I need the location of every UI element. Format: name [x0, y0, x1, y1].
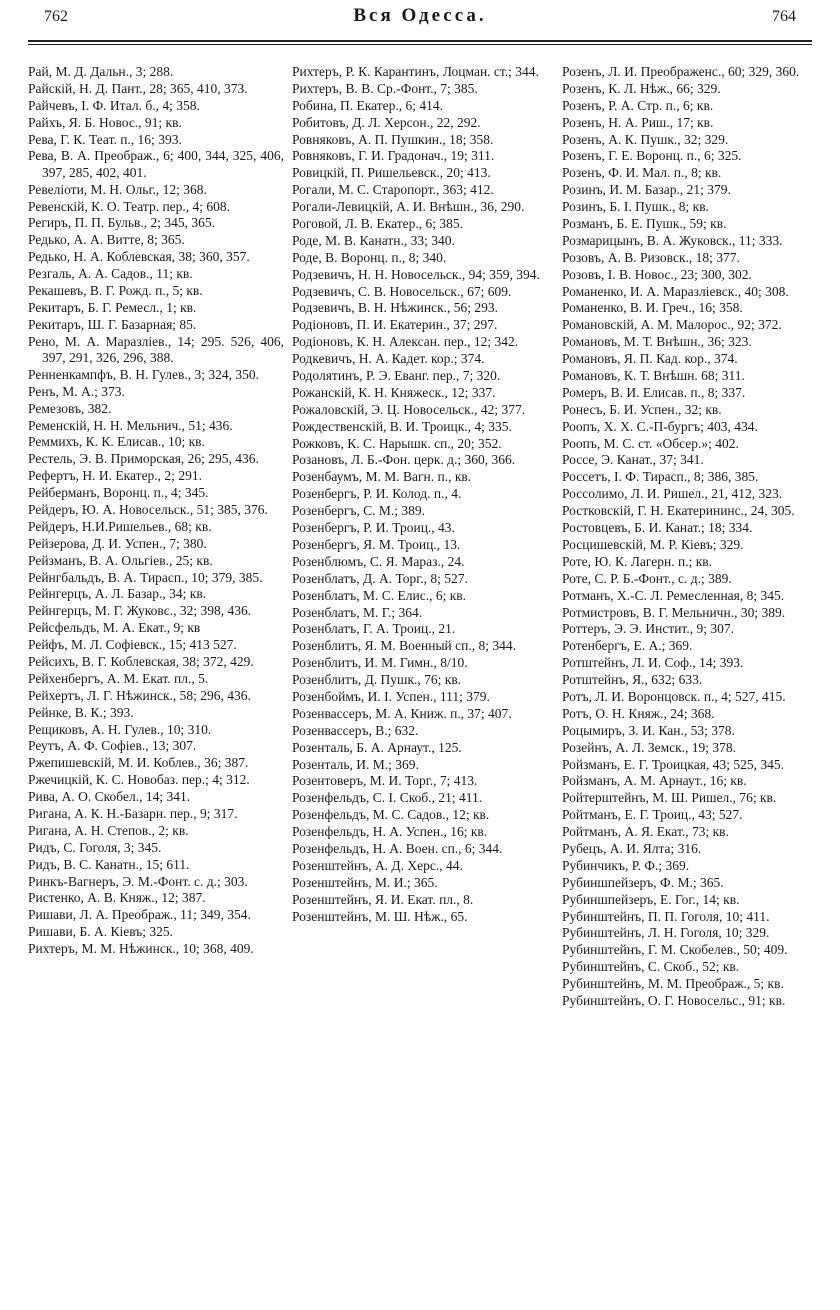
directory-entry: Региръ, П. П. Бульв., 2; 345, 365. — [28, 215, 216, 231]
directory-entry: Росцишевскій, М. Р. Кіевъ; 329. — [562, 536, 744, 552]
directory-entry: Райчевъ, I. Ф. Итал. б., 4; 358. — [28, 97, 200, 113]
directory-entry: Розенблатъ, Д. А. Торг., 8; 527. — [292, 570, 468, 586]
directory-entry: Ройтманъ, Е. Г. Троиц., 43; 527. — [562, 807, 743, 823]
directory-entry: Райскій, Н. Д. Пант., 28; 365, 410, 373. — [28, 80, 248, 96]
directory-entry: Робина, П. Екатер., 6; 414. — [292, 97, 443, 113]
directory-entry: Родіоновъ, К. Н. Алексан. пер., 12; 342. — [292, 334, 519, 350]
directory-entry: Розенбергъ, Р. И. Колод. п., 4. — [292, 486, 462, 502]
header-rule-thin — [28, 44, 812, 45]
directory-entry: Рефертъ, Н. И. Екатер., 2; 291. — [28, 468, 202, 484]
column-right — [562, 64, 824, 1010]
directory-entry: Ровицкій, П. Ришельевск., 20; 413. — [292, 165, 491, 181]
directory-entry: Роговой, Л. В. Екатер., 6; 385. — [292, 216, 464, 232]
directory-entry: Рогали-Левицкій, А. И. Внѣшн., 36, 290. — [292, 199, 525, 215]
directory-entry: Розенъ, Г. Е. Воронц. п., 6; 325. — [562, 148, 742, 164]
directory-entry: Рейзерова, Д. И. Успен., 7; 380. — [28, 535, 207, 551]
directory-entry: Родзевичъ, Н. Н. Новосельск., 94; 359, 394. — [292, 266, 540, 282]
directory-entry: Рубиншпейзеръ, Ф. М.; 365. — [562, 874, 724, 890]
directory-entry: Ренненкампфъ, В. Н. Гулев., 3; 324, 350. — [28, 366, 260, 382]
directory-entry: Ренъ, М. А.; 373. — [28, 383, 125, 399]
directory-entry: Рейсфельдъ, М. А. Екат., 9; кв — [28, 620, 201, 636]
directory-entry: Рубинштейнъ, С. Скоб., 52; кв. — [562, 959, 740, 975]
directory-entry: Розенвассеръ, В.; 632. — [292, 722, 419, 738]
directory-entry: Ронесъ, Б. И. Успен., 32; кв. — [562, 401, 722, 417]
directory-entry: Рубинчикъ, Р. Ф.; 369. — [562, 857, 690, 873]
directory-entry: Ржечицкій, К. С. Новобаз. пер.; 4; 312. — [28, 772, 250, 788]
directory-entry: Ремезовъ, 382. — [28, 400, 112, 416]
directory-entry: Ротенбергъ, Е. А.; 369. — [562, 638, 693, 654]
directory-entry: Розенфельдъ, М. С. Садов., 12; кв. — [292, 807, 490, 823]
directory-entry: Розентоверъ, М. И. Торг., 7; 413. — [292, 773, 478, 789]
directory-entry: Рива, А. О. Скобел., 14; 341. — [28, 789, 191, 805]
directory-entry: Роте, С. Р. Б.-Фонт., с. д.; 389. — [562, 570, 732, 586]
directory-entry: Розенъ, Л. И. Преображенс., 60; 329, 360. — [562, 64, 800, 79]
directory-entry: Рубинштейнъ, М. М. Преображ., 5; кв. — [562, 976, 784, 992]
directory-entry: Роопъ, М. С. ст. «Обсер.»; 402. — [562, 435, 739, 451]
directory-entry: Ротштейнъ, Я., 632; 633. — [562, 672, 703, 688]
directory-entry: Розейнъ, А. Л. Земск., 19; 378. — [562, 739, 737, 755]
directory-entry: Розенблитъ, Я. М. Военный сп., 8; 344. — [292, 638, 516, 654]
directory-entry: Ришави, Б. А. Кіевъ; 325. — [28, 924, 173, 940]
directory-entry: Рейнке, В. К.; 393. — [28, 704, 134, 720]
directory-entry: Рейфъ, М. Л. Софіевск., 15; 413 527. — [28, 637, 237, 653]
directory-entry: Рекашевъ, В. Г. Рожд. п., 5; кв. — [28, 282, 203, 298]
directory-entry: Рейнгбальдъ, В. А. Тирасп., 10; 379, 385. — [28, 569, 263, 585]
directory-entry: Роттеръ, Э. Э. Инстит., 9; 307. — [562, 621, 734, 637]
directory-entry: Романовъ, Я. П. Кад. кор., 374. — [562, 351, 738, 367]
directory-entry: Розенблатъ, М. С. Елис., 6; кв. — [292, 587, 467, 603]
directory-entry: Розенбергъ, Я. М. Троиц., 13. — [292, 536, 461, 552]
directory-entry: Родкевичъ, Н. А. Кадет. кор.; 374. — [292, 351, 485, 367]
directory-entry: Розенталь, И. М.; 369. — [292, 756, 419, 772]
directory-entry: Россолимо, Л. И. Ришел., 21, 412, 323. — [562, 486, 783, 502]
directory-entry: Розманъ, Б. Е. Пушк., 59; кв. — [562, 216, 727, 232]
directory-entry: Рогали, М. С. Старопорт., 363; 412. — [292, 182, 494, 198]
directory-entry: Редько, Н. А. Коблевская, 38; 360, 357. — [28, 249, 250, 265]
directory-entry: Рейнгерцъ, М. Г. Жуковс., 32; 398, 436. — [28, 603, 252, 619]
directory-entry: Рейнгерцъ, А. Л. Базар., 34; кв. — [28, 586, 207, 602]
directory-entry: Реммихъ, К. К. Елисав., 10; кв. — [28, 434, 205, 450]
directory-entry: Рейберманъ, Воронц. п., 4; 345. — [28, 485, 209, 501]
directory-entry: Родзевичъ, В. Н. Нѣжинск., 56; 293. — [292, 300, 499, 316]
directory-entry: Россе, Э. Канат., 37; 341. — [562, 452, 704, 468]
directory-entry: Рева, Г. К. Теат. п., 16; 393. — [28, 131, 182, 147]
directory-entry: Родолятинъ, Р. Э. Еванг. пер., 7; 320. — [292, 368, 501, 384]
directory-entry: Ристенко, А. В. Княж., 12; 387. — [28, 890, 206, 906]
directory-entry: Розенбоймъ, И. I. Успен., 111; 379. — [292, 688, 490, 704]
directory-entry: Розановъ, Л. Б.-Фон. церк. д.; 360, 366. — [292, 452, 516, 468]
directory-entry: Рубиншпейзеръ, Е. Гог., 14; кв. — [562, 891, 740, 907]
directory-entry: Ржепишевскій, М. И. Коблев., 36; 387. — [28, 755, 249, 771]
directory-entry: Рубинштейнъ, П. П. Гоголя, 10; 411. — [562, 908, 770, 924]
directory-entry: Роте, Ю. К. Лагерн. п.; кв. — [562, 553, 713, 569]
directory-entry: Розенбергъ, Р. И. Троиц., 43. — [292, 520, 455, 536]
directory-entry: Родіоновъ, П. И. Екатерин., 37; 297. — [292, 317, 498, 333]
column-middle — [292, 64, 554, 925]
directory-entry: Ригана, А. Н. Степов., 2; кв. — [28, 822, 189, 838]
directory-entry: Рождественскій, В. И. Троицк., 4; 335. — [292, 418, 512, 434]
directory-entry: Розовъ, А. В. Ризовск., 18; 377. — [562, 249, 740, 265]
directory-entry: Родзевичъ, С. В. Новосельск., 67; 609. — [292, 283, 512, 299]
directory-entry: Ротъ, Л. И. Воронцовск. п., 4; 527, 415. — [562, 688, 786, 704]
directory-entry: Романенко, В. И. Греч., 16; 358. — [562, 300, 743, 316]
directory-entry: Ройтманъ, А. Я. Екат., 73; кв. — [562, 824, 729, 840]
directory-entry: Розенблитъ, И. М. Гимн., 8/10. — [292, 655, 468, 671]
directory-entry: Розенбергъ, С. М.; 389. — [292, 503, 426, 519]
directory-entry: Рихтеръ, В. В. Ср.-Фонт., 7; 385. — [292, 80, 478, 96]
directory-entry: Ростковскій, Г. Н. Екатерининс., 24, 305. — [562, 503, 795, 519]
directory-entry: Романовскій, А. М. Малорос., 92; 372. — [562, 317, 782, 333]
directory-entry: Рожковъ, К. С. Нарышк. сп., 20; 352. — [292, 435, 502, 451]
directory-entry: Рожанскій, К. Н. Княжеск., 12; 337. — [292, 384, 496, 400]
page-title: Вся Одесса. — [353, 5, 487, 26]
directory-entry: Розенталь, Б. А. Арнаут., 125. — [292, 739, 462, 755]
directory-entry: Резгаль, А. А. Садов., 11; кв. — [28, 266, 193, 282]
directory-entry: Рева, В. А. Преображ., 6; 400, 344, 325, 406, 397, 285, 402, 401. — [28, 148, 284, 180]
directory-entry: Рейдеръ, Ю. А. Новосельск., 51; 385, 376. — [28, 501, 268, 517]
directory-entry: Ротманъ, Х.-С. Л. Ремесленная, 8; 345. — [562, 587, 785, 603]
directory-entry: Розенфельдъ, Н. А. Воен. сп., 6; 344. — [292, 840, 503, 856]
directory-entry: Розенъ, А. К. Пушк., 32; 329. — [562, 131, 729, 147]
header-rule-thick — [28, 40, 812, 42]
directory-entry: Райхъ, Я. Б. Новос., 91; кв. — [28, 114, 182, 130]
directory-entry: Розенъ, Р. А. Стр. п., 6; кв. — [562, 97, 714, 113]
directory-entry: Рубецъ, А. И. Ялта; 316. — [562, 840, 702, 856]
directory-entry: Розенштейнъ, Я. И. Екат. пл., 8. — [292, 891, 474, 907]
directory-entry: Рестель, Э. В. Приморская, 26; 295, 436. — [28, 451, 259, 467]
directory-entry: Роопъ, Х. Х. С.-П-бургъ; 403, 434. — [562, 418, 758, 434]
directory-entry: Рубинштейнъ, Л. Н. Гоголя, 10; 329. — [562, 925, 770, 941]
directory-entry: Ройтерштейнъ, М. Ш. Ришел., 76; кв. — [562, 790, 777, 806]
directory-entry: Рай, М. Д. Дальн., 3; 288. — [28, 64, 174, 79]
directory-entry: Розинъ, И. М. Базар., 21; 379. — [562, 182, 731, 198]
directory-entry: Рихтеръ, М. М. Нѣжинск., 10; 368, 409. — [28, 941, 254, 957]
directory-entry: Розенблатъ, М. Г.; 364. — [292, 604, 423, 620]
directory-entry: Ревеліоти, М. Н. Ольг., 12; 368. — [28, 181, 207, 197]
directory-entry: Ригана, А. К. Н.-Базарн. пер., 9; 317. — [28, 806, 238, 821]
directory-entry: Рещиковъ, А. Н. Гулев., 10; 310. — [28, 721, 212, 737]
directory-entry: Ревенскій, К. О. Театр. пер., 4; 608. — [28, 198, 231, 214]
directory-entry: Ромеръ, В. И. Елисав. п., 8; 337. — [562, 384, 746, 400]
directory-entry: Розенъ, Н. А. Риш., 17; кв. — [562, 114, 714, 130]
directory-entry: Рекитаръ, Б. Г. Ремесл., 1; кв. — [28, 299, 197, 315]
directory-entry: Розинъ, Б. I. Пушк., 8; кв. — [562, 199, 709, 215]
directory-entry: Ройзманъ, Е. Г. Троицкая, 43; 525, 345. — [562, 756, 784, 772]
directory-entry: Рубинштейнъ, О. Г. Новосельс., 91; кв. — [562, 992, 786, 1008]
directory-entry: Ровняковъ, Г. И. Градонач., 19; 311. — [292, 148, 495, 164]
directory-entry: Розенфельдъ, С. I. Скоб., 21; 411. — [292, 790, 483, 806]
directory-entry: Романенко, И. А. Маразліевск., 40; 308. — [562, 283, 789, 299]
directory-entry: Ротъ, О. Н. Княж., 24; 368. — [562, 705, 715, 721]
directory-entry: Розенштейнъ, М. И.; 365. — [292, 874, 438, 890]
directory-entry: Редько, А. А. Витте, 8; 365. — [28, 232, 185, 248]
directory-entry: Рекитаръ, Ш. Г. Базарная; 85. — [28, 316, 197, 332]
left-page-number: 762 — [44, 8, 68, 25]
directory-entry: Розмарицынъ, В. А. Жуковск., 11; 333. — [562, 232, 783, 248]
directory-entry: Розенштейнъ, М. Ш. Нѣж., 65. — [292, 908, 468, 924]
directory-entry: Роде, В. Воронц. п., 8; 340. — [292, 249, 447, 265]
directory-entry: Ройзманъ, А. М. Арнаут., 16; кв. — [562, 773, 747, 789]
directory-entry: Россетъ, I. Ф. Тирасп., 8; 386, 385. — [562, 469, 759, 485]
directory-entry: Ротмистровъ, В. Г. Мельничн., 30; 389. — [562, 604, 786, 620]
directory-entry: Розенъ, Ф. И. Мал. п., 8; кв. — [562, 165, 722, 181]
directory-entry: Ростовцевъ, Б. И. Канат.; 18; 334. — [562, 520, 753, 536]
directory-entry: Ровняковъ, А. П. Пушкин., 18; 358. — [292, 131, 494, 147]
right-page-number: 764 — [772, 8, 796, 25]
directory-entry: Рейсихъ, В. Г. Коблевская, 38; 372, 429. — [28, 653, 254, 669]
directory-entry: Ришави, Л. А. Преображ., 11; 349, 354. — [28, 907, 251, 923]
directory-entry: Ременскій, Н. Н. Мельнич., 51; 436. — [28, 417, 233, 433]
directory-entry: Ридъ, С. Гоголя, 3; 345. — [28, 839, 162, 855]
column-left — [28, 64, 284, 958]
directory-entry: Ротштейнъ, Л. И. Соф., 14; 393. — [562, 655, 744, 671]
directory-entry: Роде, М. В. Канатн., 33; 340. — [292, 232, 455, 248]
directory-entry: Романовъ, М. Т. Внѣшн., 36; 323. — [562, 334, 752, 350]
directory-entry: Розенвассеръ, М. А. Книж. п., 37; 407. — [292, 705, 512, 721]
directory-entry: Розовъ, I. В. Новос., 23; 300, 302. — [562, 266, 752, 282]
directory-entry: Роцымиръ, З. И. Кан., 53; 378. — [562, 722, 735, 738]
directory-entry: Розенблюмъ, С. Я. Мараз., 24. — [292, 553, 465, 569]
directory-entry: Розенбаумъ, М. М. Вагн. п., кв. — [292, 469, 472, 485]
directory-entry: Рубинштейнъ, Г. М. Скобелев., 50; 409. — [562, 942, 788, 958]
directory-entry: Розенблитъ, Д. Пушк., 76; кв. — [292, 672, 462, 688]
directory-entry: Розенблатъ, Г. А. Троиц., 21. — [292, 621, 456, 637]
directory-entry: Рейхертъ, Л. Г. Нѣжинск., 58; 296, 436. — [28, 687, 251, 703]
directory-entry: Рейзманъ, В. А. Ольгіев., 25; кв. — [28, 552, 213, 568]
directory-entry: Розенфельдъ, Н. А. Успен., 16; кв. — [292, 824, 488, 840]
directory-entry: Реутъ, А. Ф. Софіев., 13; 307. — [28, 738, 197, 754]
directory-entry: Романовъ, К. Т. Внѣшн. 68; 311. — [562, 368, 745, 384]
directory-entry: Ридъ, В. С. Канатн., 15; 611. — [28, 856, 190, 872]
directory-entry: Рейхенбергъ, А. М. Екат. пл., 5. — [28, 670, 209, 686]
directory-entry: Рейдеръ, Н.И.Ришельев., 68; кв. — [28, 518, 212, 534]
directory-entry: Рено, М. А. Маразліев., 14; 295. 526, 406, 397, 291, 326, 296, 388. — [28, 333, 284, 365]
directory-entry: Розенъ, К. Л. Нѣж., 66; 329. — [562, 80, 721, 96]
directory-entry: Ринкъ-Вагнеръ, Э. М.-Фонт. с. д.; 303. — [28, 873, 248, 889]
directory-entry: Рожаловскій, Э. Ц. Новосельск., 42; 377. — [292, 401, 526, 417]
directory-entry: Робитовъ, Д. Л. Херсон., 22, 292. — [292, 114, 481, 130]
directory-entry: Рихтеръ, Р. К. Карантинъ, Лоцман. ст.; 344. — [292, 64, 539, 79]
directory-entry: Розенштейнъ, А. Д. Херс., 44. — [292, 857, 463, 873]
